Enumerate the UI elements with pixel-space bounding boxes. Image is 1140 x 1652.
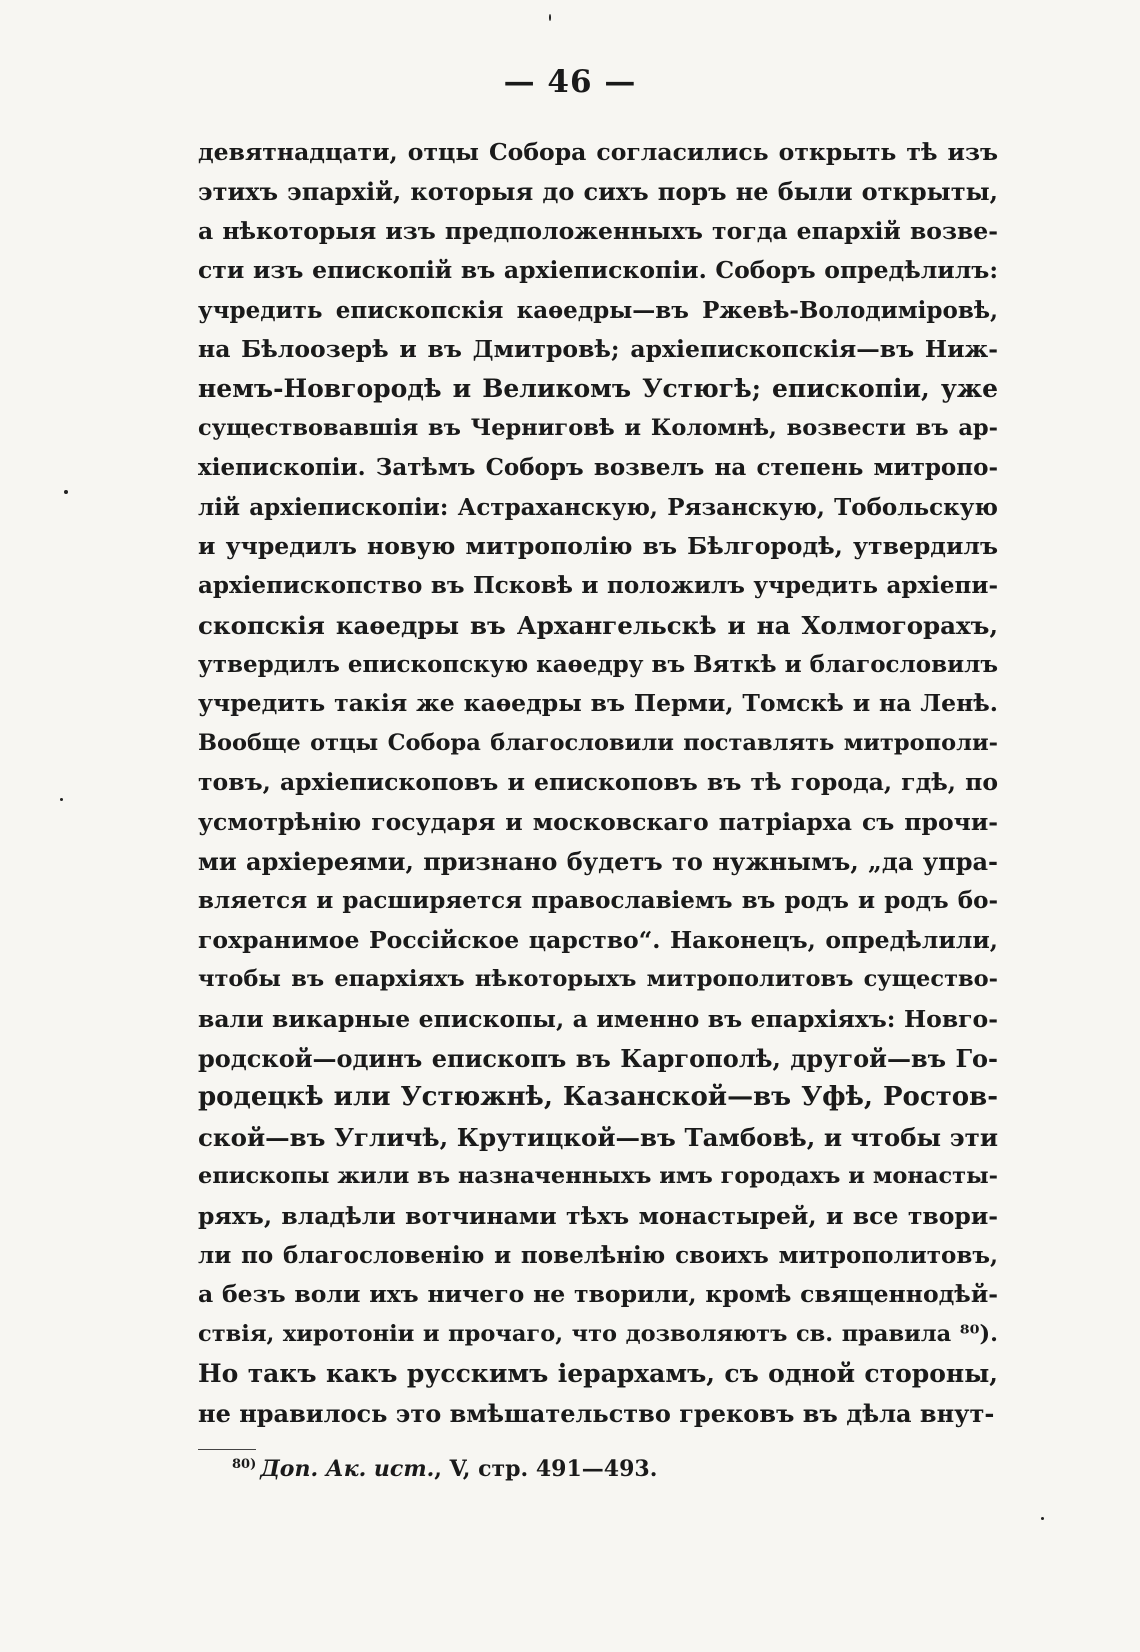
text-line: а нѣкоторыя изъ предположенныхъ тогда епархій возве- bbox=[198, 216, 998, 245]
text-line: и учредилъ новую митрополію въ Бѣлгородѣ, утвердилъ bbox=[198, 531, 998, 560]
text-line: родецкѣ или Устюжнѣ, Казанской—въ Уфѣ, Ростов- bbox=[198, 1082, 998, 1113]
text-line: хіепископіи. Затѣмъ Соборъ возвелъ на степень митропо- bbox=[198, 454, 998, 482]
text-line: учредить епископскія каѳедры—въ Ржевѣ-Володиміровѣ, bbox=[198, 296, 998, 324]
text-line: не нравилось это вмѣшательство грековъ въ дѣла внут- bbox=[198, 1398, 995, 1428]
text-line: Вообще отцы Собора благословили поставлять митрополи- bbox=[198, 729, 998, 756]
footnote bbox=[232, 1456, 657, 1482]
text-line: этихъ эпархій, которыя до сихъ поръ не были открыты, bbox=[198, 177, 998, 207]
text-line: ряхъ, владѣли вотчинами тѣхъ монастырей, и все твори- bbox=[198, 1201, 998, 1230]
footnote-rule bbox=[198, 1449, 256, 1450]
footnote-source: Доп. Ак. ист. bbox=[260, 1456, 435, 1482]
text-line: чтобы въ епархіяхъ нѣкоторыхъ митрополитовъ существо- bbox=[198, 966, 998, 993]
text-line: девятнадцати, отцы Собора согласились открыть тѣ изъ bbox=[198, 138, 998, 166]
text-line: учредить такія же каѳедры въ Перми, Томскѣ и на Ленѣ. bbox=[198, 689, 998, 718]
footnote-mark: 80) bbox=[232, 1457, 257, 1472]
text-line: епископы жили въ назначенныхъ имъ городахъ и монасты- bbox=[198, 1163, 998, 1190]
text-line: а безъ воли ихъ ничего не творили, кромѣ священнодѣй- bbox=[198, 1280, 998, 1309]
text-line: гохранимое Россійское царство“. Наконецъ, опредѣлили, bbox=[198, 925, 998, 954]
body-text bbox=[198, 133, 998, 1433]
text-line: сти изъ епископій въ архіепископіи. Соборъ опредѣлилъ: bbox=[198, 256, 998, 285]
scan-speck bbox=[64, 490, 68, 494]
text-line: вляется и расширяется православіемъ въ родъ и родъ бо- bbox=[198, 887, 998, 915]
text-line: усмотрѣнію государя и московскаго патріарха съ прочи- bbox=[198, 807, 998, 836]
text-line: ми архіереями, признано будетъ то нужнымъ, „да упра- bbox=[198, 847, 998, 877]
text-line: ли по благословенію и повелѣнію своихъ митрополитовъ, bbox=[198, 1241, 998, 1269]
text-line: Но такъ какъ русскимъ іерархамъ, съ одной стороны, bbox=[198, 1359, 998, 1389]
text-line: лій архіепископіи: Астраханскую, Рязанскую, Тобольскую bbox=[198, 493, 998, 521]
scan-speck bbox=[1041, 1517, 1044, 1520]
text-line: архіепископство въ Псковѣ и положилъ учредить архіепи- bbox=[198, 572, 998, 600]
text-line: немъ-Новгородѣ и Великомъ Устюгѣ; епископіи, уже bbox=[198, 374, 998, 404]
text-line: товъ, архіепископовъ и епископовъ въ тѣ города, гдѣ, по bbox=[198, 768, 998, 797]
text-line: родской—одинъ епископъ въ Каргополѣ, другой—въ Го- bbox=[198, 1043, 998, 1073]
text-line: ской—въ Угличѣ, Крутицкой—въ Тамбовѣ, и чтобы эти bbox=[198, 1122, 998, 1152]
page-number: — 46 — bbox=[503, 64, 637, 100]
text-line: существовавшія въ Черниговѣ и Коломнѣ, возвести въ ар- bbox=[198, 414, 998, 441]
text-line: утвердилъ епископскую каѳедру въ Вяткѣ и благословилъ bbox=[198, 651, 998, 679]
footnote-reference: , V, стр. 491—493. bbox=[434, 1456, 658, 1482]
text-line: на Бѣлоозерѣ и въ Дмитровѣ; архіепископскія—въ Ниж- bbox=[198, 334, 998, 363]
scan-speck bbox=[549, 14, 551, 21]
scan-speck bbox=[60, 798, 63, 801]
text-line: ствія, хиротоніи и прочаго, что дозволяютъ св. правила ⁸⁰). bbox=[198, 1320, 998, 1347]
text-line: скопскія каѳедры въ Архангельскѣ и на Холмогорахъ, bbox=[198, 610, 998, 640]
text-line: вали викарные епископы, а именно въ епархіяхъ: Новго- bbox=[198, 1004, 998, 1033]
